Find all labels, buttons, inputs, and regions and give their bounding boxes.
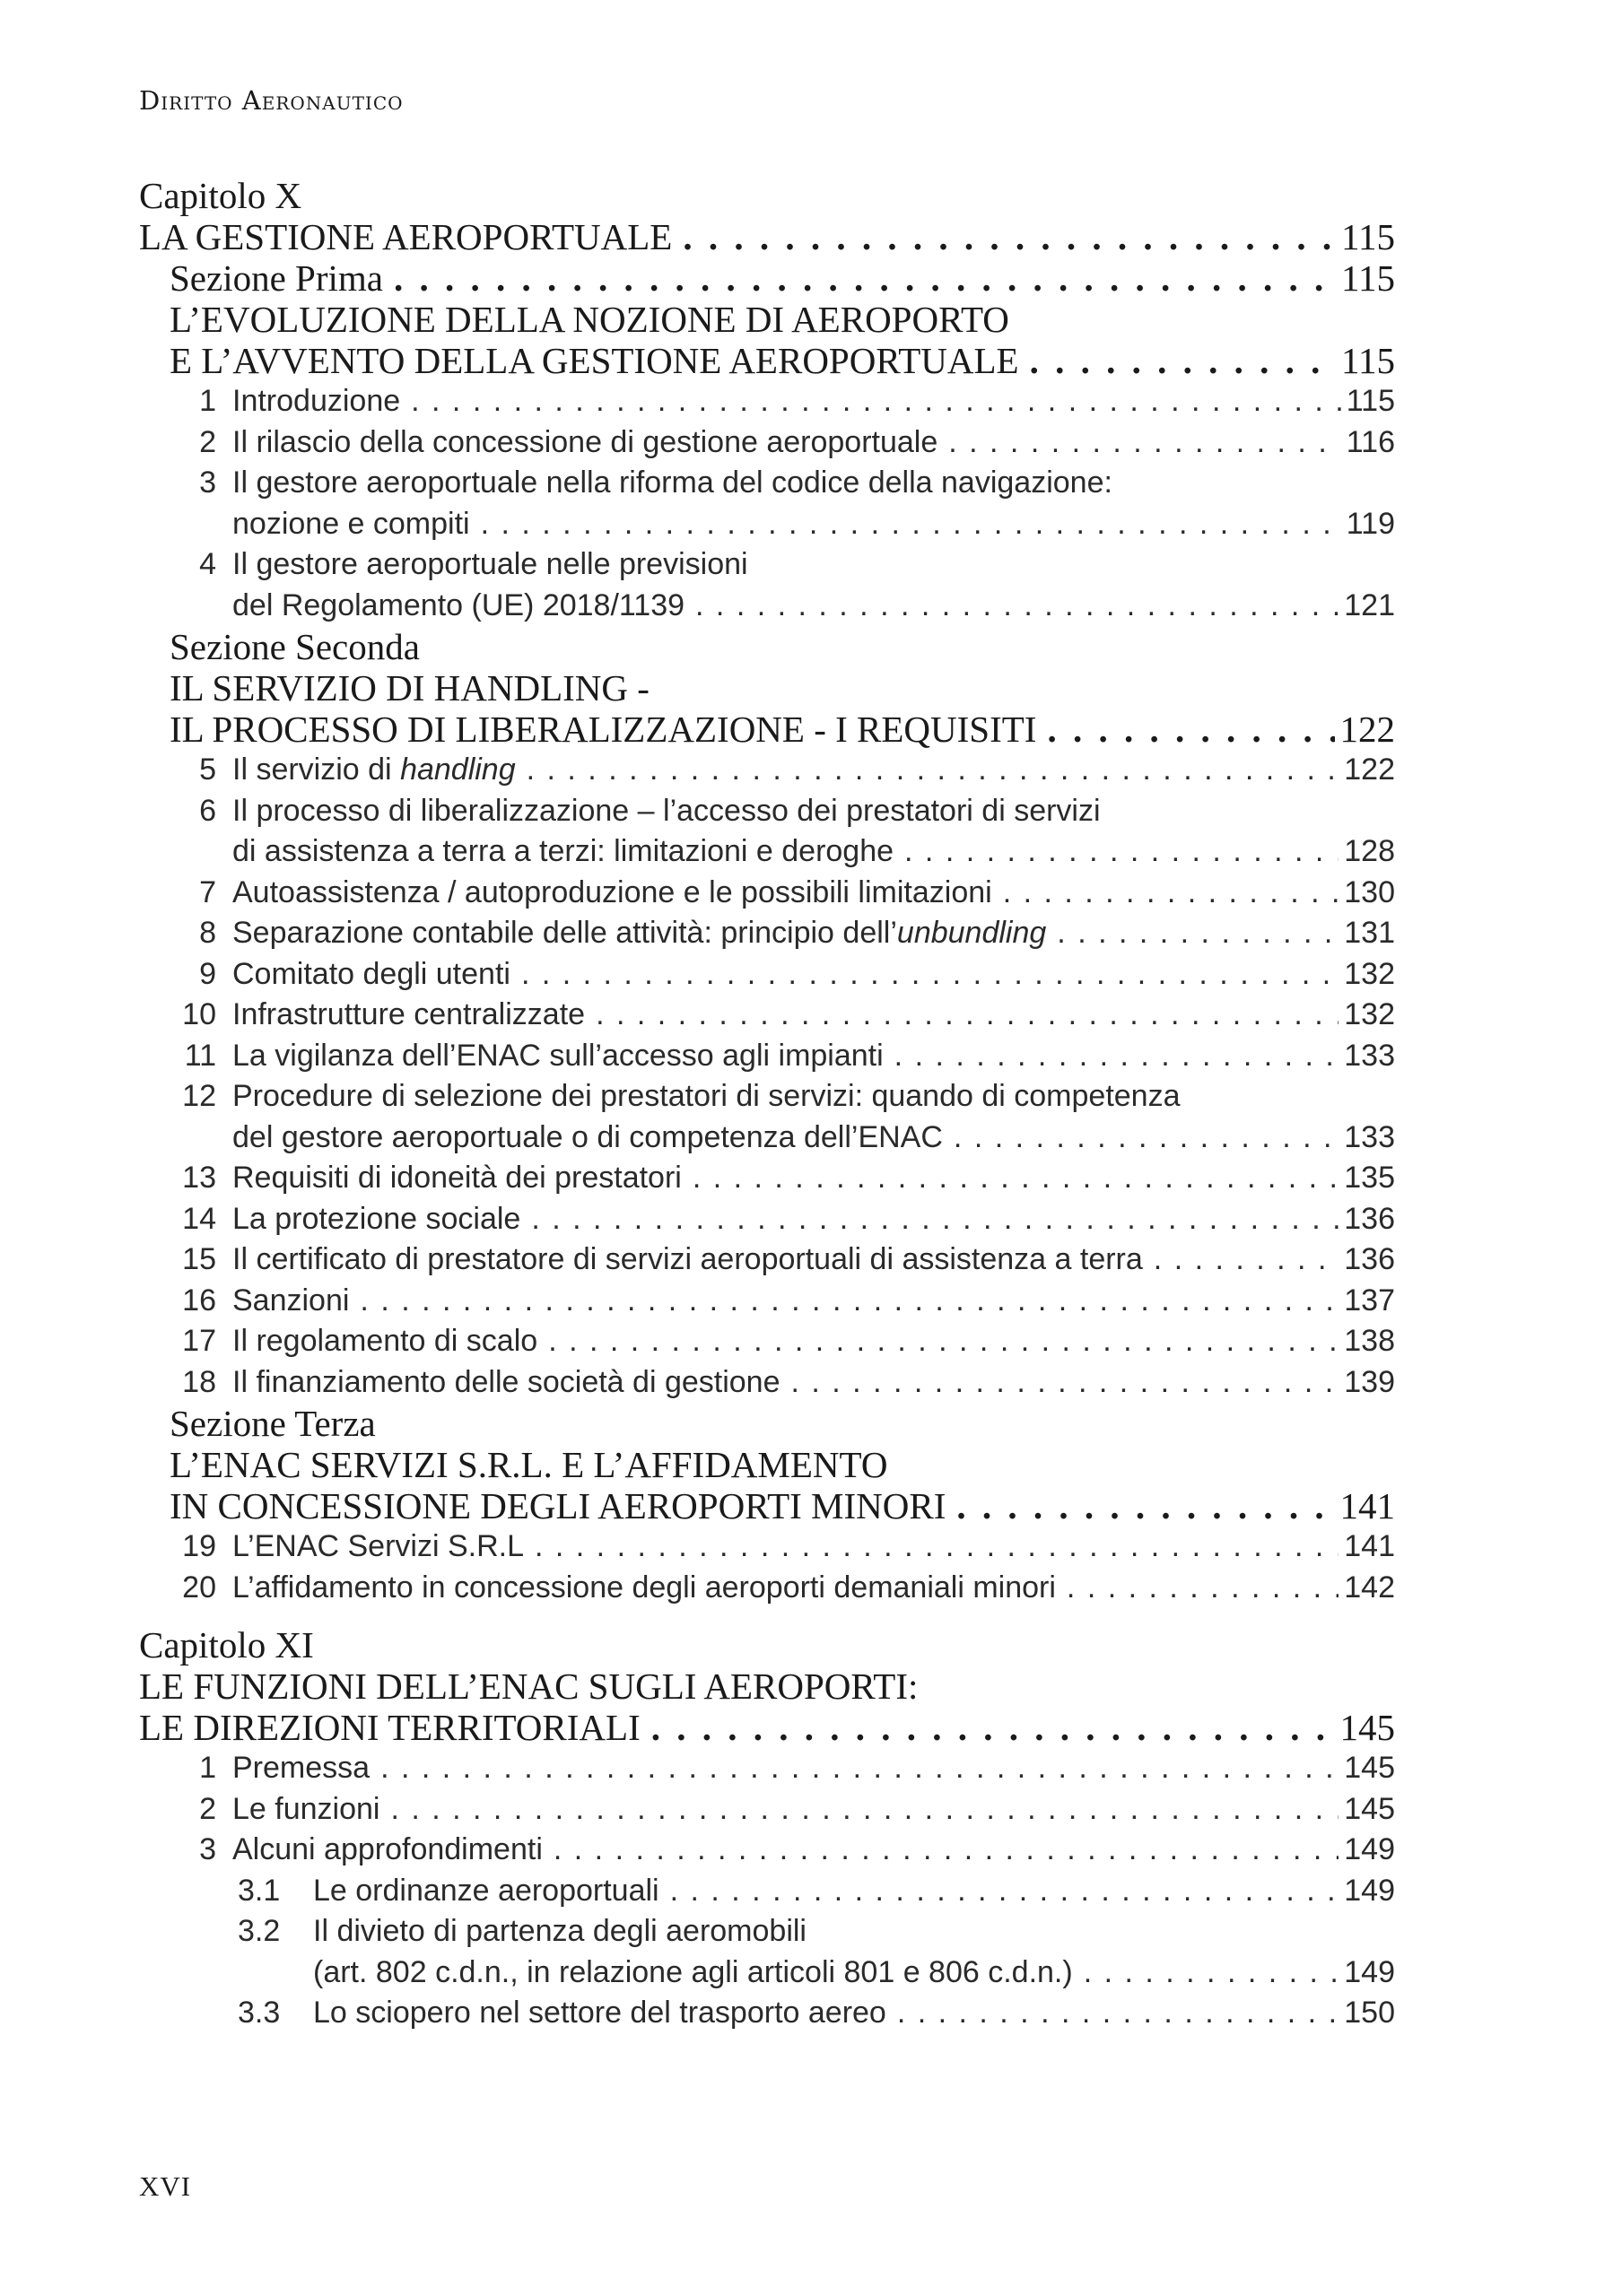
entry-number: 13 bbox=[182, 1161, 216, 1195]
entry-number: 12 bbox=[182, 1079, 216, 1113]
entry-title: La vigilanza dell’ENAC sull’accesso agli impianti bbox=[232, 1038, 884, 1073]
entry-number: 1 bbox=[199, 384, 216, 418]
entry-title: Procedure di selezione dei prestatori di servizi: quando di competenza bbox=[232, 1079, 1181, 1113]
running-head: Diritto Aeronautico bbox=[139, 85, 404, 116]
leader-dots bbox=[954, 1118, 1339, 1159]
section-title-entry[interactable] bbox=[139, 709, 1395, 750]
leader-dots bbox=[670, 1871, 1339, 1912]
entry-title: Il regolamento di scalo bbox=[232, 1324, 538, 1358]
leader-dots bbox=[1047, 709, 1334, 750]
leader-dots bbox=[1067, 1568, 1339, 1609]
entry-number: 10 bbox=[182, 997, 216, 1031]
entry-number: 19 bbox=[182, 1529, 216, 1563]
page-number: 137 bbox=[1344, 1283, 1395, 1318]
entry-title: Autoassistenza / autoproduzione e le possibili limitazioni bbox=[232, 874, 992, 909]
entry-number: 17 bbox=[182, 1324, 216, 1358]
toc-entry[interactable] bbox=[139, 1321, 1395, 1362]
entry-number: 20 bbox=[182, 1570, 216, 1605]
page-number: 139 bbox=[1344, 1364, 1395, 1399]
leader-dots bbox=[411, 381, 1341, 422]
toc-entry[interactable] bbox=[139, 1158, 1395, 1199]
entry-number: 3 bbox=[199, 465, 216, 500]
section-title-entry[interactable] bbox=[139, 1485, 1395, 1526]
page-number: 142 bbox=[1344, 1570, 1395, 1605]
toc-entry[interactable] bbox=[139, 873, 1395, 914]
leader-dots bbox=[390, 1789, 1339, 1831]
entry-title: Il gestore aeroportuale nella riforma del codice della navigazione: bbox=[232, 465, 1112, 500]
section-label: Sezione Prima bbox=[170, 257, 383, 299]
page-number: 130 bbox=[1344, 874, 1395, 909]
leader-dots bbox=[695, 586, 1339, 627]
section-label: Sezione Terza bbox=[170, 1403, 376, 1444]
section-title: E L’AVVENTO DELLA GESTIONE AEROPORTUALE bbox=[170, 340, 1019, 381]
toc-entry[interactable] bbox=[139, 544, 1395, 586]
section-title: L’ENAC SERVIZI S.R.L. E L’AFFIDAMENTO bbox=[170, 1444, 888, 1485]
leader-dots bbox=[1057, 913, 1339, 954]
page-number: 149 bbox=[1344, 1873, 1395, 1908]
entry-title: Le funzioni bbox=[232, 1791, 380, 1826]
toc-entry[interactable] bbox=[139, 954, 1395, 996]
entry-title: Il certificato di prestatore di servizi aeroportuali di assistenza a terra bbox=[232, 1242, 1143, 1276]
leader-dots bbox=[651, 1707, 1335, 1748]
chapter-title-entry[interactable] bbox=[139, 216, 1395, 257]
page-number: 133 bbox=[1344, 1038, 1395, 1073]
toc-subentry[interactable] bbox=[139, 1993, 1395, 2034]
section-title: IL PROCESSO DI LIBERALIZZAZIONE - I REQUISITI bbox=[170, 709, 1037, 750]
leader-dots bbox=[897, 1993, 1339, 2034]
entry-title: Introduzione bbox=[232, 384, 401, 418]
page-number: 145 bbox=[1344, 1791, 1395, 1826]
entry-number: 1 bbox=[199, 1751, 216, 1785]
chapter-title: LE DIREZIONI TERRITORIALI bbox=[139, 1707, 641, 1748]
leader-dots bbox=[360, 1281, 1339, 1322]
entry-title: Sanzioni bbox=[232, 1283, 350, 1318]
entry-number: 14 bbox=[182, 1201, 216, 1236]
entry-number: 18 bbox=[182, 1364, 216, 1399]
page-number: 136 bbox=[1344, 1201, 1395, 1236]
leader-dots bbox=[380, 1748, 1339, 1789]
page-number: 121 bbox=[1344, 587, 1395, 622]
entry-title: Il rilascio della concessione di gestione aeroportuale bbox=[232, 424, 938, 459]
page-number: 150 bbox=[1344, 1996, 1395, 2030]
chapter-label: Capitolo XI bbox=[139, 1624, 314, 1665]
toc-subentry[interactable] bbox=[139, 1871, 1395, 1912]
toc-subentry[interactable] bbox=[139, 1911, 1395, 1952]
entry-title: L’affidamento in concessione degli aeroporti demaniali minori bbox=[232, 1570, 1056, 1605]
leader-dots bbox=[535, 1526, 1339, 1568]
leader-dots bbox=[1003, 873, 1339, 914]
entry-number: 3 bbox=[199, 1832, 216, 1866]
toc-entry[interactable] bbox=[139, 750, 1395, 791]
entry-number: 5 bbox=[199, 752, 216, 787]
entry-title: La protezione sociale bbox=[232, 1201, 521, 1236]
leader-dots bbox=[548, 1321, 1339, 1362]
toc-entry[interactable] bbox=[139, 791, 1395, 832]
leader-dots bbox=[683, 216, 1336, 257]
entry-title: Comitato degli utenti bbox=[232, 956, 510, 991]
entry-number: 7 bbox=[199, 874, 216, 909]
entry-title: Infrastrutture centralizzate bbox=[232, 997, 586, 1031]
page-number: 122 bbox=[1344, 752, 1395, 787]
chapter-title: LE FUNZIONI DELL’ENAC SUGLI AEROPORTI: bbox=[139, 1665, 919, 1707]
section-title: L’EVOLUZIONE DELLA NOZIONE DI AEROPORTO bbox=[170, 299, 1009, 340]
toc-entry[interactable] bbox=[139, 422, 1395, 464]
toc-entry[interactable] bbox=[139, 995, 1395, 1036]
page-number: 132 bbox=[1344, 997, 1395, 1031]
table-of-contents bbox=[139, 175, 1395, 2034]
toc-entry[interactable] bbox=[139, 1526, 1395, 1568]
page-folio: XVI bbox=[139, 2170, 192, 2202]
page-number: 149 bbox=[1344, 1954, 1395, 1989]
leader-dots bbox=[554, 1830, 1339, 1871]
entry-number: 2 bbox=[199, 1791, 216, 1826]
page-number: 138 bbox=[1344, 1324, 1395, 1358]
page-number: 145 bbox=[1344, 1751, 1395, 1785]
toc-entry[interactable] bbox=[139, 913, 1395, 954]
entry-title: Le ordinanze aeroportuali bbox=[313, 1873, 659, 1908]
entry-title: Requisiti di idoneità dei prestatori bbox=[232, 1161, 682, 1195]
entry-title: Il finanziamento delle società di gestione bbox=[232, 1364, 780, 1399]
page-number: 116 bbox=[1346, 424, 1395, 459]
leader-dots bbox=[1084, 1952, 1339, 1994]
page-number: 133 bbox=[1344, 1119, 1395, 1154]
leader-dots bbox=[693, 1158, 1339, 1199]
leader-dots bbox=[948, 422, 1341, 464]
leader-dots bbox=[1154, 1239, 1339, 1281]
entry-number: 15 bbox=[182, 1242, 216, 1276]
leader-dots bbox=[956, 1485, 1334, 1526]
section-title-entry[interactable] bbox=[139, 340, 1395, 381]
leader-dots bbox=[531, 1199, 1339, 1240]
entry-title: Il gestore aeroportuale nelle previsioni bbox=[232, 547, 748, 581]
entry-number: 3.1 bbox=[238, 1873, 281, 1908]
toc-subentry-continuation[interactable] bbox=[139, 1952, 1395, 1994]
section-entry[interactable] bbox=[139, 257, 1395, 299]
page-number: 149 bbox=[1344, 1832, 1395, 1866]
toc-entry[interactable] bbox=[139, 1568, 1395, 1609]
entry-number: 11 bbox=[184, 1038, 216, 1073]
toc-entry[interactable] bbox=[139, 1362, 1395, 1404]
toc-entry[interactable] bbox=[139, 1748, 1395, 1789]
leader-dots bbox=[791, 1362, 1339, 1404]
page-number: 115 bbox=[1346, 384, 1395, 418]
entry-title: del Regolamento (UE) 2018/1139 bbox=[232, 587, 685, 622]
entry-title: L’ENAC Servizi S.R.L bbox=[232, 1529, 524, 1563]
toc-entry-continuation[interactable] bbox=[139, 504, 1395, 545]
toc-entry[interactable] bbox=[139, 1789, 1395, 1831]
chapter-title: LA GESTIONE AEROPORTUALE bbox=[139, 216, 673, 257]
toc-entry[interactable] bbox=[139, 1036, 1395, 1077]
toc-entry[interactable] bbox=[139, 1830, 1395, 1871]
entry-title: Premessa bbox=[232, 1751, 371, 1785]
entry-title: di assistenza a terra a terzi: limitazioni e deroghe bbox=[232, 834, 894, 868]
toc-entry[interactable] bbox=[139, 1239, 1395, 1281]
entry-title: (art. 802 c.d.n., in relazione agli articoli 801 e 806 c.d.n.) bbox=[313, 1954, 1073, 1989]
leader-dots bbox=[596, 995, 1339, 1036]
leader-dots bbox=[1030, 340, 1336, 381]
entry-number: 4 bbox=[199, 547, 216, 581]
page-number: 131 bbox=[1344, 916, 1395, 950]
section-title: IN CONCESSIONE DEGLI AEROPORTI MINORI bbox=[170, 1485, 946, 1526]
entry-title: Separazione contabile delle attività: principio dell’unbundling bbox=[232, 916, 1047, 950]
page-number: 136 bbox=[1344, 1242, 1395, 1276]
page-number: 119 bbox=[1346, 506, 1395, 541]
entry-number: 8 bbox=[199, 916, 216, 950]
entry-number: 6 bbox=[199, 793, 216, 828]
leader-dots bbox=[521, 954, 1339, 996]
page-number: 135 bbox=[1344, 1161, 1395, 1195]
page-number: 128 bbox=[1344, 834, 1395, 868]
toc-entry-continuation[interactable] bbox=[139, 1118, 1395, 1159]
page-number: 145 bbox=[1339, 1707, 1395, 1748]
toc-entry-continuation[interactable] bbox=[139, 831, 1395, 873]
entry-title: Il divieto di partenza degli aeromobili bbox=[313, 1914, 807, 1948]
chapter-label: Capitolo X bbox=[139, 175, 302, 216]
entry-number: 2 bbox=[199, 424, 216, 459]
toc-entry[interactable] bbox=[139, 1199, 1395, 1240]
toc-entry[interactable] bbox=[139, 1076, 1395, 1118]
page-number: 141 bbox=[1344, 1529, 1395, 1563]
toc-entry-continuation[interactable] bbox=[139, 586, 1395, 627]
leader-dots bbox=[904, 831, 1339, 873]
entry-number: 3.2 bbox=[238, 1914, 281, 1948]
page-number: 115 bbox=[1341, 216, 1395, 257]
leader-dots bbox=[481, 504, 1341, 545]
leader-dots bbox=[527, 750, 1339, 791]
toc-entry[interactable] bbox=[139, 463, 1395, 504]
entry-title: del gestore aeroportuale o di competenza dell’ENAC bbox=[232, 1119, 943, 1154]
toc-entry[interactable] bbox=[139, 381, 1395, 422]
entry-title: nozione e compiti bbox=[232, 506, 470, 541]
page-number: 122 bbox=[1339, 709, 1395, 750]
entry-number: 16 bbox=[182, 1283, 216, 1318]
toc-entry[interactable] bbox=[139, 1281, 1395, 1322]
leader-dots bbox=[894, 1036, 1339, 1077]
section-title: IL SERVIZIO DI HANDLING - bbox=[170, 667, 650, 709]
entry-title: Il servizio di handling bbox=[232, 752, 516, 787]
page-number: 115 bbox=[1341, 340, 1395, 381]
entry-title: Alcuni approfondimenti bbox=[232, 1832, 543, 1866]
entry-title: Il processo di liberalizzazione – l’accesso dei prestatori di servizi bbox=[232, 793, 1101, 828]
leader-dots bbox=[394, 257, 1336, 299]
entry-number: 9 bbox=[199, 956, 216, 991]
section-label: Sezione Seconda bbox=[170, 626, 420, 667]
entry-title: Lo sciopero nel settore del trasporto aereo bbox=[313, 1996, 886, 2030]
entry-number: 3.3 bbox=[238, 1996, 281, 2030]
page-number: 115 bbox=[1341, 257, 1395, 299]
page-number: 132 bbox=[1344, 956, 1395, 991]
chapter-title-entry[interactable] bbox=[139, 1707, 1395, 1748]
page-number: 141 bbox=[1339, 1485, 1395, 1526]
